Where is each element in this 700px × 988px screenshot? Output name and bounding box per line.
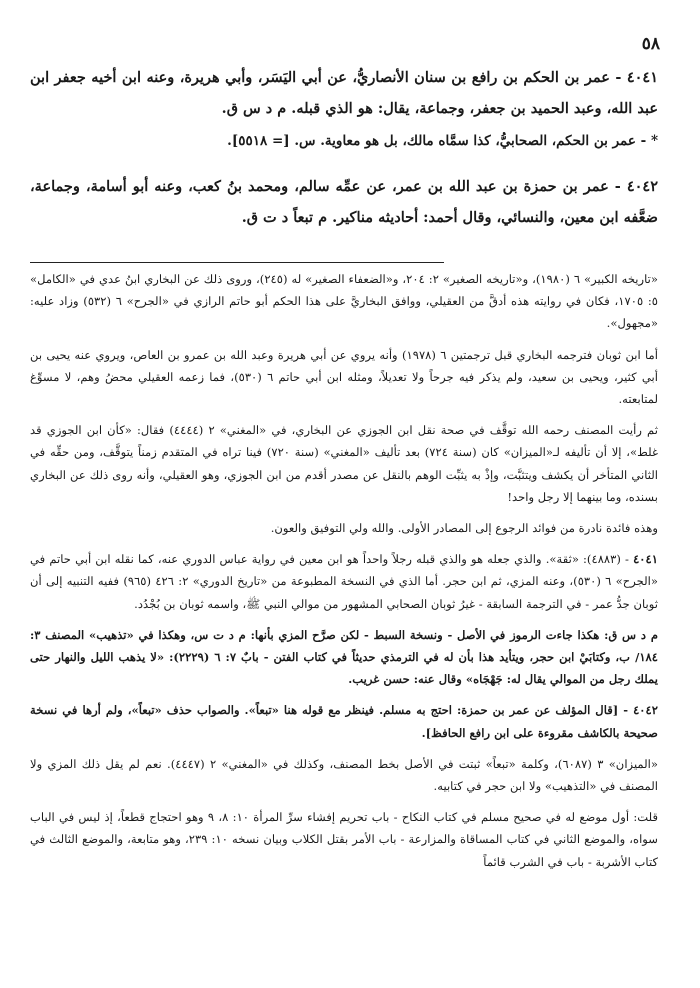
footnote-4042 [30,699,658,743]
footnote-number: ٤٠٤٢ [633,703,658,718]
entry-text: - عمر بن الحكم، الصحابيُّ، كذا سمَّاه مالك، بل هو معاوية. س. [= ٥٥١٨]. [227,133,647,149]
entry-text: - عمر بن الحكم بن رافع بن سنان الأنصاريُّ، عن أبي اليَسَر، وأبي هريرة، وعنه ابن أخيه جعفر ابن عبد الله، وعبد الحميد بن جعفر، وجماعة، يقال: هو الذي قبله. م د س ق. [30,69,658,117]
entry-number: ٤٠٤١ [626,69,658,86]
entry-4041 [30,62,658,124]
footnote-paragraph: ثم رأيت المصنف رحمه الله توقَّف في صحة نقل ابن الجوزي عن البخاري، في «المغني» ٢ (٤٤٤٤) فقال: «كأن ابن الجوزي قد غلط»، إلا أن تأليفه لـ«الميزان» كان (سنة ٧٢٤) بعد تأليف «المغني» (سنة ٧٢٠) فينا تراه في المتقدم زمناً يتوقَّف، ومن حقِّه في الثاني المتأخر أن يكشف ويتثبَّت، وإذْ به يثبِّت الوهم بالنقل عن مصدر أقدم من ابن الجوزي، وهو العقيلي، وأنه روى ذلك عن البخاري بسنده، وما بينهما إلا رجل واحد! [30,423,659,504]
page-number: ٥٨ [641,34,660,54]
footnote-text: - [قال المؤلف عن عمر بن حمزة: احتج به مسلم. فينظر مع قوله هنا «تبعاً». والصواب حذف «تبعاً»، ولم أرها في نسخة صحيحة بالكاشف مقروءة على ابن رافع الحافظ]. [30,703,658,740]
entry-number: ٤٠٤٢ [626,178,658,195]
footnote-text: - (٤٨٨٣): «ثقة». والذي جعله هو والذي قبله رجلاً واحداً هو ابن معين في رواية عباس الدوري عنه، كما نقله ابن أبي حاتم في «الجرح» ٦ (٥٣٠)، وعنه المزي، ثم ابن حجر. أما الذي في النسخة المطبوعة من «تاريخ الدوري» ٢: ٤٢٦ (٩٦٥) ففيه التنبيه إلى أن ثوبان جدُّ عمر - في الترجمة السابقة - غيرُ ثوبان الصحابي المشهور من موالي النبي ﷺ، واسمه ثوبان بن بُجْدُد. [30,552,658,611]
footnote-4041 [30,548,658,615]
main-entries [30,62,658,235]
entry-4042 [30,171,658,233]
asterisk-marker: * [650,133,658,149]
footnote-paragraph: «تاريخه الكبير» ٦ (١٩٨٠)، و«تاريخه الصغير» ٢: ٢٠٤، و«الضعفاء الصغير» له (٢٤٥)، وروى ذلك عن البخاري ابنُ عدي في «الكامل» ٥: ١٧٠٥، فكان في روايته هذه أدقَّ من العقيلي، ووافق البخاريَّ على هذا الحكم أبو حاتم الرازي في «الجرح» ٦ (٥٣٢) وزاد عليه: «مجهول». [30,272,658,331]
footnote-number: ٤٠٤١ [633,552,658,567]
footnote-divider [30,262,444,263]
footnotes [30,268,658,882]
footnote-paragraph: م د س ق: هكذا جاءت الرموز في الأصل - ونسخة السبط - لكن صرَّح المزي بأنها: م د ت س، وهكذا في «تذهيب» المصنف ٣: ١٨٤/ ب، وكتابَيْ ابن حجر، ويتأيد هذا بأن له في الترمذي حديثاً في كتاب الفتن - بابٌ ٧: ٦ (٢٢٢٩): «لا يذهب الليل والنهار حتى يملك رجل من الموالي يقال له: جَهْجَاه» وقال عنه: حسن غريب. [30,627,658,687]
entry-text: - عمر بن حمزة بن عبد الله بن عمر، عن عمِّه سالم، ومحمد بنُ كعب، وعنه أبو أسامة، وجماعة، ضعَّفه ابن معين، والنسائي، وقال أحمد: أحاديثه مناكير. م تبعاً د ت ق. [30,178,658,226]
footnote-paragraph: أما ابن ثوبان فترجمه البخاري قبل ترجمتين ٦ (١٩٧٨) وأنه يروي عن أبي هريرة وعبد الله بن عمرو بن العاص، ويروي عنه يحيى بن أبي كثير، ويحيى بن سعيد، ولم يذكر فيه جرحاً ولا تعديلاً، ومثله ابن أبي حاتم ٦ (٥٣٠)، فما زعمه العقيلي محضُ وهم، لا مسوِّغ لمتابعته. [30,347,658,407]
entry-note [30,126,658,157]
footnote-paragraph: «الميزان» ٣ (٦٠٨٧)، وكلمة «تبعاً» ثبتت في الأصل بخط المصنف، وكذلك في «المغني» ٢ (٤٤٤٧). نعم لم يقل ذلك المزي ولا المصنف في «التذهيب» ولا ابن حجر في كتابيه. [30,756,658,794]
footnote-paragraph: قلت: أول موضع له في صحيح مسلم في كتاب النكاح - باب تحريم إفشاء سرِّ المرأة ١٠: ٨، ٩ وهو احتجاج قطعاً، إذ ليس في الباب سواه، والموضع الثاني في كتاب المساقاة والمزارعة - باب الأمر بقتل الكلاب وبيان نسخه ١٠: ٢٣٩، وهو متابعة، والموضع الثالث في كتاب الأشربة - باب في الشرب قائماً [30,810,659,869]
footnote-paragraph: وهذه فائدة نادرة من فوائد الرجوع إلى المصادر الأولى. والله ولي التوفيق والعون. [270,521,658,536]
